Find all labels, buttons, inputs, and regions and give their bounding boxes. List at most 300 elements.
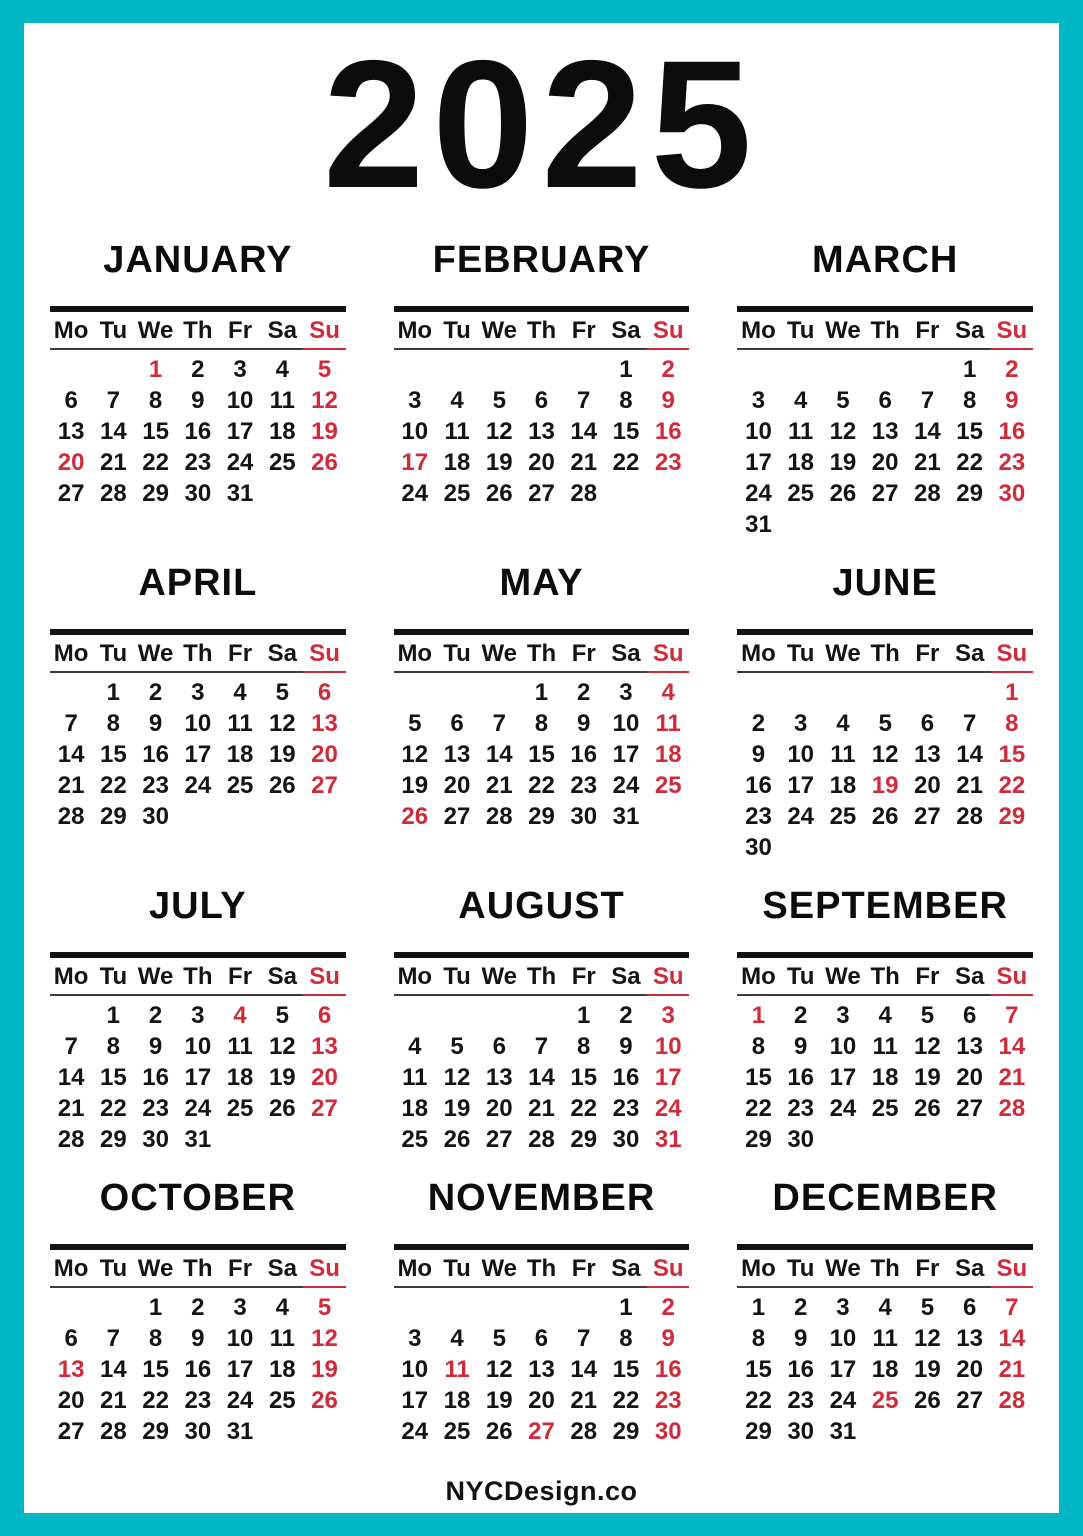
day-cell: 13 [914,741,941,768]
day-cell: 17 [401,1387,429,1414]
day-cell: 1 [148,1294,163,1321]
day-cell-empty [864,350,906,385]
day-cell: 31 [226,1418,254,1445]
day-cell: 23 [142,772,169,799]
day-cell: 17 [787,772,815,799]
day-cell-empty [864,1416,906,1447]
day-cell-empty [991,1416,1033,1447]
day-cell: 27 [914,803,941,830]
day-cell-empty [478,1288,520,1323]
day-cell: 11 [269,387,295,414]
weekday-header: Mo [394,637,436,673]
weekday-header: Sa [605,314,647,350]
day-cell: 16 [787,1064,815,1091]
day-cell: 7 [920,387,935,414]
day-cell: 20 [443,772,471,799]
day-cell: 21 [914,449,941,476]
day-cell: 30 [612,1126,640,1153]
day-cell: 13 [485,1064,513,1091]
day-cell: 1 [106,679,121,706]
month-calendar [737,1244,1033,1447]
day-cell: 1 [962,356,977,383]
weekday-header: We [822,1252,864,1288]
weekday-header-sunday: Su [303,1252,345,1288]
weekday-header: Th [864,1252,906,1288]
weekday-header: We [478,637,520,673]
day-cell: 2 [191,356,205,383]
weekday-header-sunday: Su [303,314,345,350]
day-cell: 6 [878,387,892,414]
day-cell: 15 [745,1064,772,1091]
day-cell: 10 [226,387,254,414]
day-cell-empty [822,1124,864,1155]
day-cell: 22 [745,1095,772,1122]
day-cell: 19 [485,449,513,476]
day-cell: 29 [100,803,127,830]
day-cell: 19 [914,1064,941,1091]
weekday-header: Mo [394,1252,436,1288]
weekday-header: Fr [906,314,948,350]
day-cell: 3 [191,1002,205,1029]
day-cell: 29 [745,1418,772,1445]
weekday-header: Mo [50,314,92,350]
day-cell: 17 [654,1064,682,1091]
day-cell: 31 [226,480,254,507]
day-cell: 15 [100,741,127,768]
day-cell: 21 [485,772,513,799]
day-cell: 20 [528,449,555,476]
calendar-grid [394,960,690,1155]
day-cell: 19 [871,772,899,799]
day-cell: 14 [570,418,598,445]
month-august [394,885,690,1155]
month-calendar [50,952,346,1155]
day-cell: 13 [956,1033,983,1060]
day-cell: 14 [998,1033,1026,1060]
calendar-grid [737,637,1033,863]
day-cell-empty [520,996,562,1031]
day-cell: 24 [829,1095,857,1122]
day-cell: 26 [829,480,857,507]
day-cell: 20 [57,449,85,476]
day-cell-empty [478,673,520,708]
weekday-header: We [822,637,864,673]
day-cell: 6 [962,1294,977,1321]
month-calendar [737,306,1033,540]
day-cell-empty [991,832,1033,863]
day-cell-empty [737,350,779,385]
month-february [394,239,690,540]
day-cell: 10 [612,710,640,737]
day-cell: 8 [577,1033,591,1060]
day-cell: 18 [654,741,682,768]
day-cell-empty [478,996,520,1031]
day-cell: 13 [956,1325,983,1352]
day-cell-empty [436,1288,478,1323]
day-cell: 14 [914,418,941,445]
weekday-header: Mo [737,637,779,673]
day-cell: 27 [443,803,471,830]
day-cell: 24 [226,1387,254,1414]
day-cell: 29 [956,480,983,507]
month-december [737,1177,1033,1447]
weekday-header: Sa [261,314,303,350]
day-cell-empty [303,801,345,832]
day-cell: 13 [528,418,555,445]
weekday-header: Th [177,637,219,673]
day-cell: 26 [311,1387,338,1414]
day-cell: 5 [408,710,422,737]
day-cell: 15 [612,1356,640,1383]
day-cell: 23 [654,1387,682,1414]
weekday-header: Tu [92,960,134,996]
month-calendar [50,629,346,832]
day-cell: 28 [998,1095,1026,1122]
month-november [394,1177,690,1447]
day-cell: 9 [577,710,591,737]
month-september [737,885,1033,1155]
day-cell-empty [906,673,948,708]
day-cell: 16 [142,1064,169,1091]
day-cell: 20 [485,1095,513,1122]
day-cell-empty [520,350,562,385]
weekday-header: Sa [949,314,991,350]
day-cell: 20 [311,741,338,768]
month-title: MARCH [811,239,959,281]
day-cell-empty [822,832,864,863]
day-cell: 15 [528,741,555,768]
day-cell: 6 [64,1325,78,1352]
day-cell: 21 [57,772,85,799]
calendar-grid [394,637,690,832]
day-cell: 5 [836,387,850,414]
month-calendar [394,1244,690,1447]
day-cell: 5 [492,387,506,414]
calendar-grid [394,314,690,509]
day-cell: 18 [443,449,471,476]
day-cell: 17 [184,1064,212,1091]
day-cell-empty [949,509,991,540]
day-cell-empty [906,1416,948,1447]
day-cell: 24 [829,1387,857,1414]
day-cell-empty [394,350,436,385]
month-calendar [50,1244,346,1447]
day-cell: 24 [654,1095,682,1122]
weekday-header: Tu [780,1252,822,1288]
day-cell: 12 [311,1325,338,1352]
day-cell: 15 [142,1356,169,1383]
day-cell: 6 [317,1002,332,1029]
calendar-grid [50,314,346,509]
day-cell: 11 [227,710,253,737]
day-cell: 12 [443,1064,471,1091]
day-cell: 29 [142,1418,169,1445]
day-cell: 7 [577,387,591,414]
day-cell: 1 [577,1002,591,1029]
day-cell: 1 [619,356,633,383]
weekday-header: Th [520,637,562,673]
day-cell-empty [261,801,303,832]
day-cell: 17 [226,418,254,445]
day-cell: 23 [184,1387,212,1414]
day-cell-empty [906,350,948,385]
day-cell-empty [394,1288,436,1323]
day-cell: 25 [226,772,254,799]
weekday-header-sunday: Su [991,637,1033,673]
day-cell: 5 [920,1294,935,1321]
weekday-header: Tu [780,637,822,673]
month-october [50,1177,346,1447]
day-cell: 2 [148,679,163,706]
day-cell: 27 [311,772,338,799]
day-cell: 31 [184,1126,212,1153]
day-cell: 26 [914,1095,941,1122]
weekday-header: Sa [949,960,991,996]
day-cell: 7 [106,1325,121,1352]
day-cell: 8 [106,1033,121,1060]
day-cell: 8 [148,387,163,414]
day-cell: 7 [492,710,506,737]
day-cell: 3 [794,710,808,737]
day-cell: 15 [570,1064,598,1091]
day-cell: 19 [401,772,429,799]
day-cell: 9 [148,710,163,737]
day-cell: 18 [871,1356,899,1383]
calendar-grid [50,960,346,1155]
day-cell: 4 [794,387,808,414]
day-cell: 10 [829,1033,857,1060]
calendar-grid [50,637,346,832]
day-cell: 29 [612,1418,640,1445]
month-april [50,562,346,863]
day-cell: 19 [829,449,857,476]
day-cell: 25 [401,1126,429,1153]
day-cell: 21 [570,1387,598,1414]
day-cell-empty [605,478,647,509]
day-cell: 29 [528,803,555,830]
day-cell: 6 [450,710,464,737]
day-cell: 13 [311,1033,338,1060]
day-cell: 25 [443,480,471,507]
day-cell: 26 [311,449,338,476]
day-cell: 16 [184,1356,212,1383]
day-cell: 25 [871,1095,899,1122]
day-cell-empty [563,1288,605,1323]
day-cell-empty [261,478,303,509]
day-cell: 22 [998,772,1026,799]
day-cell-empty [906,1124,948,1155]
calendar-grid [737,960,1033,1155]
day-cell: 7 [962,710,977,737]
day-cell-empty [219,1124,261,1155]
day-cell: 23 [787,1387,815,1414]
day-cell: 28 [570,480,598,507]
day-cell: 22 [142,449,169,476]
day-cell: 21 [956,772,983,799]
weekday-header-sunday: Su [647,637,689,673]
day-cell: 6 [492,1033,506,1060]
day-cell: 23 [184,449,212,476]
day-cell: 28 [998,1387,1026,1414]
weekday-header: Fr [563,314,605,350]
weekday-header-sunday: Su [303,637,345,673]
day-cell: 4 [408,1033,422,1060]
day-cell: 18 [226,1064,254,1091]
day-cell-empty [436,996,478,1031]
day-cell: 12 [401,741,429,768]
day-cell: 25 [268,449,296,476]
day-cell: 11 [444,418,470,445]
day-cell: 22 [612,1387,640,1414]
day-cell: 24 [787,803,815,830]
month-title: NOVEMBER [427,1177,656,1219]
day-cell: 18 [829,772,857,799]
month-calendar [737,952,1033,1155]
weekday-header: Sa [605,637,647,673]
day-cell: 23 [570,772,598,799]
day-cell: 22 [956,449,983,476]
day-cell: 14 [570,1356,598,1383]
weekday-header: Mo [394,314,436,350]
day-cell-empty [261,1416,303,1447]
weekday-header: Tu [436,1252,478,1288]
day-cell: 23 [787,1095,815,1122]
day-cell: 9 [619,1033,633,1060]
weekday-header: Th [177,1252,219,1288]
weekday-header: Tu [780,314,822,350]
day-cell: 5 [878,710,892,737]
day-cell-empty [780,350,822,385]
weekday-header: Th [864,960,906,996]
day-cell-empty [949,1416,991,1447]
day-cell: 18 [787,449,815,476]
calendar-grid [394,1252,690,1447]
day-cell: 25 [654,772,682,799]
day-cell: 20 [914,772,941,799]
weekday-header: Th [177,314,219,350]
weekday-header: Fr [563,1252,605,1288]
day-cell: 14 [485,741,513,768]
day-cell: 21 [998,1356,1026,1383]
day-cell: 8 [534,710,549,737]
weekday-header: Fr [906,637,948,673]
day-cell: 16 [787,1356,815,1383]
day-cell: 23 [142,1095,169,1122]
day-cell: 15 [745,1356,772,1383]
weekday-header: Tu [92,1252,134,1288]
months-grid [24,215,1059,1447]
day-cell: 31 [829,1418,857,1445]
day-cell: 16 [570,741,598,768]
day-cell: 18 [226,741,254,768]
weekday-header: Fr [563,960,605,996]
day-cell-empty [303,1124,345,1155]
day-cell: 17 [226,1356,254,1383]
day-cell: 21 [998,1064,1026,1091]
day-cell: 2 [661,1294,675,1321]
day-cell-empty [50,673,92,708]
day-cell: 4 [233,1002,247,1029]
weekday-header: Th [864,637,906,673]
day-cell-empty [261,1124,303,1155]
day-cell: 7 [534,1033,549,1060]
calendar-grid [737,314,1033,540]
weekday-header: Tu [436,637,478,673]
day-cell: 19 [311,1356,338,1383]
day-cell-empty [92,350,134,385]
day-cell: 21 [100,1387,127,1414]
day-cell-empty [50,1288,92,1323]
weekday-header: Sa [261,960,303,996]
day-cell: 12 [871,741,899,768]
day-cell: 10 [184,710,212,737]
day-cell: 19 [914,1356,941,1383]
weekday-header-sunday: Su [647,1252,689,1288]
day-cell: 5 [450,1033,464,1060]
day-cell: 14 [57,1064,85,1091]
day-cell: 8 [619,387,633,414]
month-title: JULY [149,885,247,927]
day-cell-empty [780,509,822,540]
day-cell-empty [92,1288,134,1323]
day-cell: 12 [268,1033,296,1060]
day-cell: 14 [998,1325,1026,1352]
weekday-header: Mo [50,637,92,673]
day-cell: 19 [485,1387,513,1414]
day-cell: 2 [751,710,766,737]
month-calendar [394,952,690,1155]
day-cell-empty [177,801,219,832]
day-cell: 25 [268,1387,296,1414]
month-january [50,239,346,540]
day-cell: 9 [751,741,766,768]
weekday-header: Tu [436,314,478,350]
day-cell: 10 [787,741,815,768]
weekday-header: Mo [50,1252,92,1288]
day-cell: 30 [184,480,212,507]
day-cell: 7 [577,1325,591,1352]
month-calendar [394,306,690,509]
day-cell: 13 [443,741,471,768]
weekday-header: Fr [219,314,261,350]
day-cell: 27 [57,480,85,507]
month-calendar [394,629,690,832]
weekday-header: Mo [50,960,92,996]
day-cell-empty [864,832,906,863]
day-cell: 11 [402,1064,428,1091]
day-cell-empty [436,673,478,708]
day-cell: 11 [830,741,856,768]
day-cell: 29 [998,803,1026,830]
day-cell: 11 [269,1325,295,1352]
day-cell: 31 [654,1126,682,1153]
day-cell: 30 [745,834,772,861]
day-cell: 20 [528,1387,555,1414]
day-cell: 29 [142,480,169,507]
day-cell: 14 [528,1064,555,1091]
day-cell: 20 [57,1387,85,1414]
day-cell: 18 [268,1356,296,1383]
day-cell: 13 [871,418,899,445]
day-cell: 7 [1005,1294,1019,1321]
day-cell: 13 [57,1356,85,1383]
day-cell: 24 [184,772,212,799]
day-cell: 4 [836,710,850,737]
day-cell: 5 [920,1002,935,1029]
day-cell: 19 [268,741,296,768]
day-cell: 6 [962,1002,977,1029]
day-cell: 3 [233,1294,247,1321]
